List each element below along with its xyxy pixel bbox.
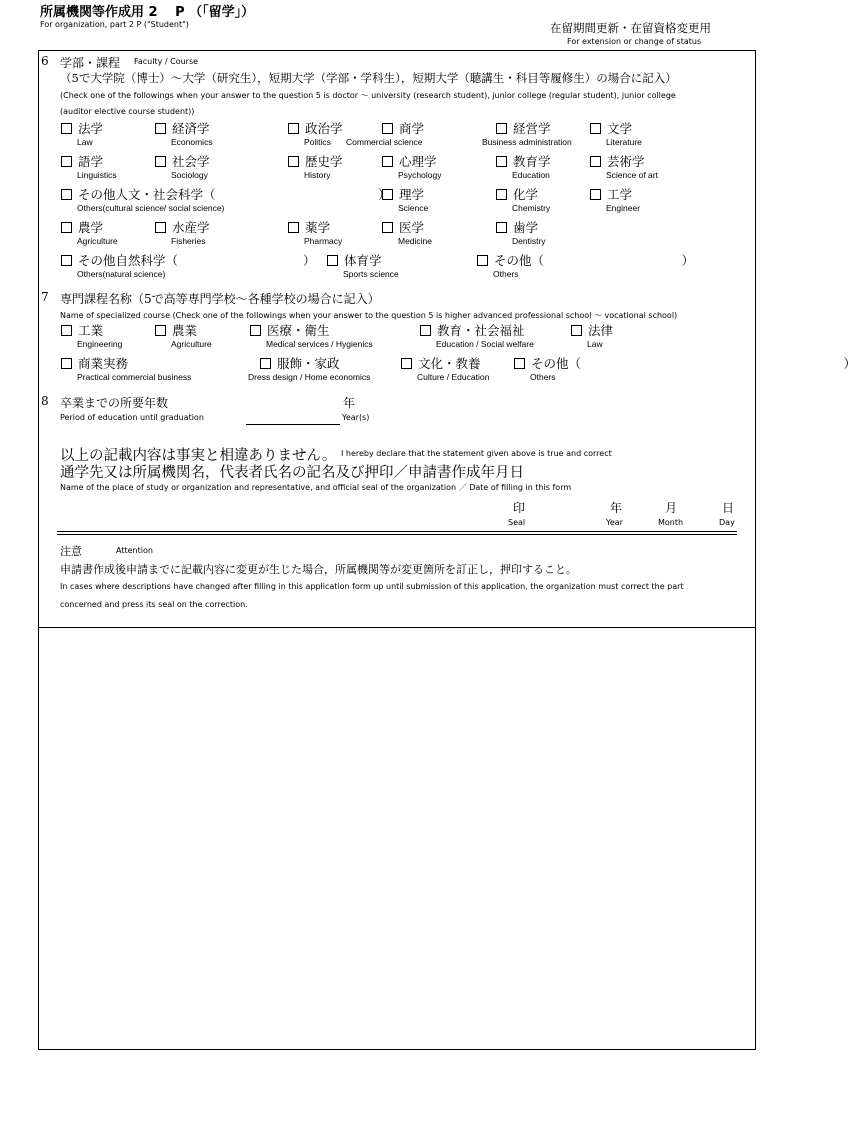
q7-label-jp: 専門課程名称（5で高等専門学校～各種学校の場合に記入） [60, 292, 380, 306]
checkbox-icon[interactable] [288, 222, 299, 233]
checkbox-icon[interactable] [61, 156, 72, 167]
checkbox-icon[interactable] [496, 123, 507, 134]
signature-instruction-en: Name of the place of study or organization and representative, and official seal of the organization ／ Date of filling in this form [60, 483, 572, 492]
q6-option-sports-science[interactable]: 体育学 Sports science [327, 253, 399, 280]
attention-label-jp: 注意 [60, 545, 82, 558]
seal-en: Seal [508, 518, 526, 527]
q6-option-sociology[interactable]: 社会学 Sociology [155, 154, 210, 181]
day-jp: 日 [722, 501, 735, 515]
checkbox-icon[interactable] [61, 123, 72, 134]
q6-option-commercial-science[interactable]: 商学 Commercial science [346, 121, 425, 147]
year-jp: 年 [610, 501, 623, 515]
checkbox-icon[interactable] [61, 189, 72, 200]
q6-option-history[interactable]: 歴史学 History [288, 154, 343, 181]
frame-left-border [38, 50, 39, 1050]
q6-label-en: Faculty / Course [134, 57, 199, 66]
q6-option-literature[interactable]: 文学 Literature [590, 121, 642, 148]
q6-option-medicine[interactable]: 医学 Medicine [382, 220, 432, 247]
month-en: Month [658, 518, 684, 527]
checkbox-icon[interactable] [288, 123, 299, 134]
checkbox-icon[interactable] [155, 325, 166, 336]
attention-label-en: Attention [116, 546, 153, 555]
checkbox-icon[interactable] [401, 358, 412, 369]
double-rule-top [57, 531, 737, 532]
checkbox-icon[interactable] [155, 222, 166, 233]
year-en: Year [606, 518, 623, 527]
day-en: Day [719, 518, 735, 527]
status-type-jp: 在留期間更新・在留資格変更用 [550, 21, 711, 35]
checkbox-icon[interactable] [496, 156, 507, 167]
frame-right-border [755, 50, 756, 1050]
q6-option-politics[interactable]: 政治学 Politics [288, 121, 343, 148]
q7-number: 7 [41, 290, 49, 304]
q7-option-culture[interactable]: 文化・教養 Culture / Education [401, 356, 489, 383]
checkbox-icon[interactable] [420, 325, 431, 336]
q6-option-others[interactable]: その他（ ） Others [477, 253, 694, 280]
checkbox-icon[interactable] [382, 222, 393, 233]
checkbox-icon[interactable] [496, 189, 507, 200]
checkbox-icon[interactable] [155, 123, 166, 134]
checkbox-icon[interactable] [382, 123, 393, 134]
q6-option-business-administration[interactable]: 経営学 Business administration [482, 121, 572, 147]
signature-instruction-jp: 通学先又は所属機関名，代表者氏名の記名及び押印／申請書作成年月日 [60, 465, 524, 481]
q7-option-commercial-business[interactable]: 商業実務 Practical commercial business [61, 356, 191, 383]
checkbox-icon[interactable] [496, 222, 507, 233]
checkbox-icon[interactable] [61, 358, 72, 369]
q7-option-medical-services[interactable]: 医療・衛生 Medical services / Hygienics [250, 323, 373, 350]
q6-option-science-of-art[interactable]: 芸術学 Science of art [590, 154, 658, 181]
attention-text-en-1: In cases where descriptions have changed after filling in this application form up until submission of this application, the organization must correct the part [60, 582, 684, 591]
q6-note-jp: （5で大学院（博士）～大学（研究生），短期大学（学部・学科生），短期大学（聴講生・科目等履修生）の場合に記入） [60, 71, 677, 85]
checkbox-icon[interactable] [288, 156, 299, 167]
q7-option-education-welfare[interactable]: 教育・社会福祉 Education / Social welfare [420, 323, 534, 350]
attention-text-jp: 申請書作成後申請までに記載内容に変更が生じた場合，所属機関等が変更箇所を訂正し，押印すること。 [60, 563, 577, 576]
q6-note-en-1: (Check one of the followings when your answer to the question 5 is doctor ～ university (research student), junior college (regular student), junior college [60, 91, 676, 100]
q6-option-psychology[interactable]: 心理学 Psychology [382, 154, 441, 181]
double-rule-bottom [57, 534, 737, 535]
q7-option-others[interactable]: その他（ ） Others [514, 356, 856, 383]
status-type-en: For extension or change of status [567, 37, 702, 46]
q8-unit-jp: 年 [343, 396, 356, 410]
checkbox-icon[interactable] [61, 255, 72, 266]
q8-label-en: Period of education until graduation [60, 413, 204, 422]
q6-option-education[interactable]: 教育学 Education [496, 154, 551, 181]
checkbox-icon[interactable] [571, 325, 582, 336]
seal-jp: 印 [513, 501, 526, 515]
q6-option-agriculture[interactable]: 農学 Agriculture [61, 220, 118, 247]
q8-label-jp: 卒業までの所要年数 [60, 396, 169, 410]
form-subtitle: For organization, part 2 P ("Student") [40, 20, 189, 29]
checkbox-icon[interactable] [250, 325, 261, 336]
declaration-en: I hereby declare that the statement given above is true and correct [341, 449, 612, 458]
q8-unit-en: Year(s) [342, 413, 370, 422]
q7-option-engineering[interactable]: 工業 Engineering [61, 323, 122, 350]
q7-option-law[interactable]: 法律 Law [571, 323, 613, 350]
q6-number: 6 [41, 54, 49, 68]
q8-number: 8 [41, 394, 49, 408]
q7-label-en: Name of specialized course (Check one of the followings when your answer to the question 5 is higher advanced professional school ～ vocational school) [60, 311, 678, 320]
q6-option-economics[interactable]: 経済学 Economics [155, 121, 213, 148]
checkbox-icon[interactable] [590, 123, 601, 134]
frame-top-border [38, 50, 756, 51]
checkbox-icon[interactable] [382, 189, 393, 200]
checkbox-icon[interactable] [61, 222, 72, 233]
q6-option-fisheries[interactable]: 水産学 Fisheries [155, 220, 210, 247]
q6-label-jp: 学部・課程 [60, 56, 121, 70]
q6-option-other-natural-science[interactable]: その他自然科学（ ） Others(natural science) [61, 253, 316, 280]
q6-option-other-humanities[interactable]: その他人文・社会科学（ ） Others(cultural science/ social science) [61, 187, 391, 214]
q6-option-law[interactable]: 法学 Law [61, 121, 103, 148]
checkbox-icon[interactable] [327, 255, 338, 266]
q7-option-dress-design[interactable]: 服飾・家政 Dress design / Home economics [248, 356, 371, 382]
years-input-line[interactable] [246, 424, 340, 425]
declaration-jp: 以上の記載内容は事実と相違ありません。 [60, 448, 337, 464]
q6-note-en-2: (auditor elective course student)) [60, 107, 195, 116]
q7-option-agriculture[interactable]: 農業 Agriculture [155, 323, 212, 350]
q6-option-engineer[interactable]: 工学 Engineer [590, 187, 640, 214]
checkbox-icon[interactable] [477, 255, 488, 266]
q6-option-science[interactable]: 理学 Science [382, 187, 428, 214]
q6-option-dentistry[interactable]: 歯学 Dentistry [496, 220, 546, 247]
q6-option-pharmacy[interactable]: 薬学 Pharmacy [288, 220, 342, 247]
month-jp: 月 [665, 501, 678, 515]
attention-text-en-2: concerned and press its seal on the correction. [60, 600, 248, 609]
form-title: 所属機関等作成用 2 P （「留学」） [40, 5, 255, 20]
checkbox-icon[interactable] [590, 189, 601, 200]
q6-option-chemistry[interactable]: 化学 Chemistry [496, 187, 550, 214]
section-divider [38, 627, 756, 628]
frame-bottom-border [38, 1049, 756, 1050]
checkbox-icon[interactable] [514, 358, 525, 369]
q6-option-linguistics[interactable]: 語学 Linguistics [61, 154, 117, 181]
checkbox-icon[interactable] [382, 156, 393, 167]
checkbox-icon[interactable] [155, 156, 166, 167]
checkbox-icon[interactable] [590, 156, 601, 167]
checkbox-icon[interactable] [260, 358, 271, 369]
checkbox-icon[interactable] [61, 325, 72, 336]
